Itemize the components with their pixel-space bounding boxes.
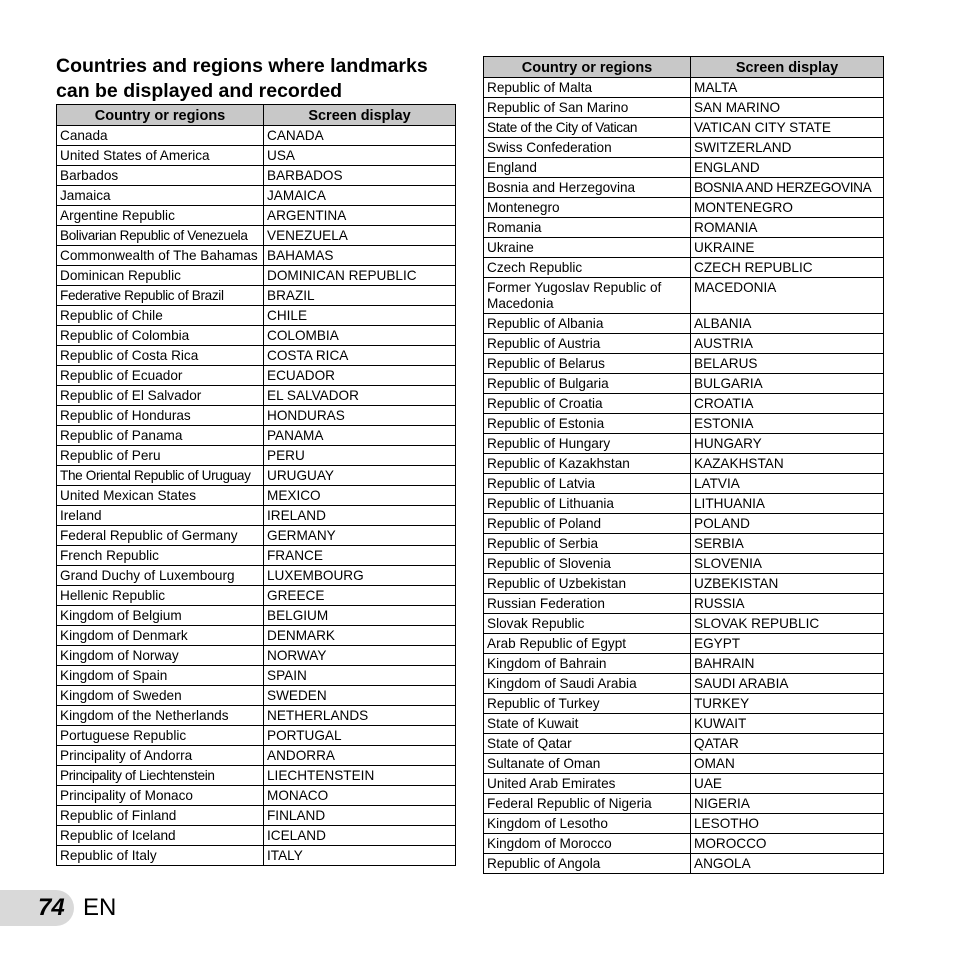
country-cell: Principality of Liechtenstein: [57, 766, 264, 786]
table-row: [484, 278, 884, 314]
country-cell: Republic of Albania: [484, 314, 691, 334]
country-cell: Republic of Slovenia: [484, 554, 691, 574]
table-row: [57, 246, 456, 266]
screen-display-cell: LUXEMBOURG: [264, 566, 456, 586]
screen-display-cell: BAHAMAS: [264, 246, 456, 266]
screen-display-cell: VENEZUELA: [264, 226, 456, 246]
screen-display-cell: CZECH REPUBLIC: [691, 258, 884, 278]
table-row: [57, 686, 456, 706]
table-row: [57, 446, 456, 466]
table-row: [484, 218, 884, 238]
country-cell: Republic of San Marino: [484, 98, 691, 118]
table-row: [484, 454, 884, 474]
table-row: [57, 326, 456, 346]
table-row: [484, 674, 884, 694]
screen-display-cell: LIECHTENSTEIN: [264, 766, 456, 786]
country-cell: Republic of Lithuania: [484, 494, 691, 514]
table-row: [57, 426, 456, 446]
country-cell: Republic of Croatia: [484, 394, 691, 414]
table-row: [484, 834, 884, 854]
screen-display-cell: BRAZIL: [264, 286, 456, 306]
table-row: [484, 854, 884, 874]
screen-display-cell: FRANCE: [264, 546, 456, 566]
country-cell: Kingdom of Spain: [57, 666, 264, 686]
screen-display-cell: POLAND: [691, 514, 884, 534]
table-row: [484, 694, 884, 714]
screen-display-cell: LITHUANIA: [691, 494, 884, 514]
screen-display-cell: HUNGARY: [691, 434, 884, 454]
header-display: Screen display: [691, 57, 884, 78]
country-cell: Slovak Republic: [484, 614, 691, 634]
table-row: [57, 626, 456, 646]
table-row: [57, 406, 456, 426]
screen-display-cell: ALBANIA: [691, 314, 884, 334]
screen-display-cell: BARBADOS: [264, 166, 456, 186]
table-row: [57, 266, 456, 286]
table-row: [484, 238, 884, 258]
screen-display-cell: CHILE: [264, 306, 456, 326]
country-cell: Jamaica: [57, 186, 264, 206]
country-cell: Bolivarian Republic of Venezuela: [57, 226, 264, 246]
screen-display-cell: PERU: [264, 446, 456, 466]
screen-display-cell: SERBIA: [691, 534, 884, 554]
table-row: [484, 334, 884, 354]
screen-display-cell: PANAMA: [264, 426, 456, 446]
country-cell: Argentine Republic: [57, 206, 264, 226]
table-row: [57, 166, 456, 186]
screen-display-cell: OMAN: [691, 754, 884, 774]
screen-display-cell: MEXICO: [264, 486, 456, 506]
screen-display-cell: KAZAKHSTAN: [691, 454, 884, 474]
country-cell: Grand Duchy of Luxembourg: [57, 566, 264, 586]
country-cell: Republic of Uzbekistan: [484, 574, 691, 594]
screen-display-cell: AUSTRIA: [691, 334, 884, 354]
table-row: [484, 654, 884, 674]
country-cell: Republic of Peru: [57, 446, 264, 466]
table-row: [57, 546, 456, 566]
country-cell: United States of America: [57, 146, 264, 166]
table-row: [57, 726, 456, 746]
page-number: 74: [38, 894, 65, 921]
country-cell: Republic of Costa Rica: [57, 346, 264, 366]
country-cell: Montenegro: [484, 198, 691, 218]
country-cell: Republic of Austria: [484, 334, 691, 354]
country-cell: Republic of Chile: [57, 306, 264, 326]
screen-display-cell: VATICAN CITY STATE: [691, 118, 884, 138]
table-row: [484, 634, 884, 654]
screen-display-cell: DENMARK: [264, 626, 456, 646]
table-row: [57, 186, 456, 206]
country-cell: Kingdom of Lesotho: [484, 814, 691, 834]
screen-display-cell: UAE: [691, 774, 884, 794]
country-cell: Swiss Confederation: [484, 138, 691, 158]
table-row: [484, 158, 884, 178]
table-row: [484, 394, 884, 414]
screen-display-cell: ESTONIA: [691, 414, 884, 434]
table-row: [484, 534, 884, 554]
country-cell: Federative Republic of Brazil: [57, 286, 264, 306]
header-country: Country or regions: [57, 105, 264, 126]
country-cell: Republic of Kazakhstan: [484, 454, 691, 474]
table-row: [57, 226, 456, 246]
screen-display-cell: BOSNIA AND HERZEGOVINA: [691, 178, 884, 198]
country-cell: United Mexican States: [57, 486, 264, 506]
country-cell: England: [484, 158, 691, 178]
country-cell: Kingdom of Morocco: [484, 834, 691, 854]
country-cell: Republic of El Salvador: [57, 386, 264, 406]
screen-display-cell: GREECE: [264, 586, 456, 606]
country-cell: Republic of Finland: [57, 806, 264, 826]
table-row: [484, 754, 884, 774]
screen-display-cell: ANGOLA: [691, 854, 884, 874]
country-cell: Portuguese Republic: [57, 726, 264, 746]
table-row: [484, 118, 884, 138]
table-row: [57, 486, 456, 506]
screen-display-cell: CANADA: [264, 126, 456, 146]
screen-display-cell: KUWAIT: [691, 714, 884, 734]
screen-display-cell: ROMANIA: [691, 218, 884, 238]
table-row: [484, 574, 884, 594]
table-row: [484, 354, 884, 374]
country-cell: Republic of Iceland: [57, 826, 264, 846]
country-cell: Republic of Turkey: [484, 694, 691, 714]
country-cell: Republic of Colombia: [57, 326, 264, 346]
table-row: [57, 606, 456, 626]
table-row: [484, 614, 884, 634]
country-cell: Republic of Belarus: [484, 354, 691, 374]
country-cell: French Republic: [57, 546, 264, 566]
screen-display-cell: HONDURAS: [264, 406, 456, 426]
screen-display-cell: EGYPT: [691, 634, 884, 654]
screen-display-cell: BELGIUM: [264, 606, 456, 626]
table-row: [484, 258, 884, 278]
screen-display-cell: URUGUAY: [264, 466, 456, 486]
screen-display-cell: UKRAINE: [691, 238, 884, 258]
table-row: [484, 774, 884, 794]
screen-display-cell: BAHRAIN: [691, 654, 884, 674]
country-cell: Ukraine: [484, 238, 691, 258]
table-row: [57, 666, 456, 686]
country-cell: Kingdom of Bahrain: [484, 654, 691, 674]
screen-display-cell: FINLAND: [264, 806, 456, 826]
header-display: Screen display: [264, 105, 456, 126]
country-cell: Republic of Latvia: [484, 474, 691, 494]
screen-display-cell: SAN MARINO: [691, 98, 884, 118]
screen-display-cell: DOMINICAN REPUBLIC: [264, 266, 456, 286]
country-cell: Kingdom of Saudi Arabia: [484, 674, 691, 694]
country-cell: Dominican Republic: [57, 266, 264, 286]
table-row: [484, 314, 884, 334]
screen-display-cell: MONTENEGRO: [691, 198, 884, 218]
screen-display-cell: MACEDONIA: [691, 278, 884, 314]
screen-display-cell: SLOVAK REPUBLIC: [691, 614, 884, 634]
screen-display-cell: BULGARIA: [691, 374, 884, 394]
table-row: [484, 514, 884, 534]
country-cell: Principality of Andorra: [57, 746, 264, 766]
screen-display-cell: ECUADOR: [264, 366, 456, 386]
country-cell: Kingdom of Belgium: [57, 606, 264, 626]
screen-display-cell: ANDORRA: [264, 746, 456, 766]
screen-display-cell: CROATIA: [691, 394, 884, 414]
table-row: [484, 414, 884, 434]
screen-display-cell: NIGERIA: [691, 794, 884, 814]
table-row: [57, 786, 456, 806]
country-cell: Former Yugoslav Republic of Macedonia: [484, 278, 691, 314]
screen-display-cell: COLOMBIA: [264, 326, 456, 346]
table-row: [484, 554, 884, 574]
country-cell: Bosnia and Herzegovina: [484, 178, 691, 198]
screen-display-cell: ARGENTINA: [264, 206, 456, 226]
screen-display-cell: COSTA RICA: [264, 346, 456, 366]
table-row: [57, 766, 456, 786]
screen-display-cell: SWITZERLAND: [691, 138, 884, 158]
table-row: [57, 346, 456, 366]
screen-display-cell: BELARUS: [691, 354, 884, 374]
table-row: [57, 706, 456, 726]
page-title: Countries and regions where landmarks can be displayed and recorded: [56, 55, 428, 102]
country-cell: Russian Federation: [484, 594, 691, 614]
country-cell: Ireland: [57, 506, 264, 526]
table-row: [484, 98, 884, 118]
country-cell: Republic of Bulgaria: [484, 374, 691, 394]
table-row: [57, 366, 456, 386]
table-row: [484, 714, 884, 734]
screen-display-cell: RUSSIA: [691, 594, 884, 614]
country-cell: Canada: [57, 126, 264, 146]
screen-display-cell: EL SALVADOR: [264, 386, 456, 406]
table-row: [57, 206, 456, 226]
country-cell: State of the City of Vatican: [484, 118, 691, 138]
table-row: [57, 306, 456, 326]
table-row: [57, 806, 456, 826]
screen-display-cell: USA: [264, 146, 456, 166]
table-row: [57, 386, 456, 406]
country-cell: Hellenic Republic: [57, 586, 264, 606]
country-cell: Republic of Honduras: [57, 406, 264, 426]
screen-display-cell: MONACO: [264, 786, 456, 806]
table-row: [484, 374, 884, 394]
country-cell: Republic of Ecuador: [57, 366, 264, 386]
country-cell: Czech Republic: [484, 258, 691, 278]
country-cell: Republic of Hungary: [484, 434, 691, 454]
table-row: [57, 126, 456, 146]
country-cell: Kingdom of Norway: [57, 646, 264, 666]
table-row: [484, 178, 884, 198]
country-cell: State of Kuwait: [484, 714, 691, 734]
table-row: [484, 78, 884, 98]
screen-display-cell: GERMANY: [264, 526, 456, 546]
table-row: [484, 594, 884, 614]
country-cell: Barbados: [57, 166, 264, 186]
screen-display-cell: UZBEKISTAN: [691, 574, 884, 594]
screen-display-cell: SWEDEN: [264, 686, 456, 706]
country-table-right: [483, 56, 884, 874]
table-row: [484, 434, 884, 454]
country-cell: United Arab Emirates: [484, 774, 691, 794]
screen-display-cell: TURKEY: [691, 694, 884, 714]
country-cell: Sultanate of Oman: [484, 754, 691, 774]
screen-display-cell: MALTA: [691, 78, 884, 98]
country-cell: Principality of Monaco: [57, 786, 264, 806]
table-row: [57, 746, 456, 766]
country-cell: The Oriental Republic of Uruguay: [57, 466, 264, 486]
table-row: [57, 526, 456, 546]
table-row: [484, 814, 884, 834]
table-row: [57, 146, 456, 166]
table-row: [484, 474, 884, 494]
screen-display-cell: LESOTHO: [691, 814, 884, 834]
table-row: [57, 506, 456, 526]
table-row: [57, 586, 456, 606]
table-row: [57, 286, 456, 306]
country-cell: Romania: [484, 218, 691, 238]
screen-display-cell: SPAIN: [264, 666, 456, 686]
header-country: Country or regions: [484, 57, 691, 78]
country-cell: Republic of Poland: [484, 514, 691, 534]
country-table-left: [56, 104, 456, 866]
language-code: EN: [83, 894, 117, 921]
country-cell: Kingdom of Denmark: [57, 626, 264, 646]
table-row: [57, 846, 456, 866]
table-row: [484, 138, 884, 158]
table-header-row: [57, 105, 456, 126]
screen-display-cell: IRELAND: [264, 506, 456, 526]
table-row: [57, 826, 456, 846]
screen-display-cell: ENGLAND: [691, 158, 884, 178]
country-cell: Kingdom of Sweden: [57, 686, 264, 706]
screen-display-cell: LATVIA: [691, 474, 884, 494]
screen-display-cell: PORTUGAL: [264, 726, 456, 746]
screen-display-cell: NORWAY: [264, 646, 456, 666]
country-cell: State of Qatar: [484, 734, 691, 754]
country-cell: Republic of Panama: [57, 426, 264, 446]
country-cell: Commonwealth of The Bahamas: [57, 246, 264, 266]
table-row: [57, 566, 456, 586]
table-row: [57, 466, 456, 486]
screen-display-cell: JAMAICA: [264, 186, 456, 206]
country-cell: Federal Republic of Nigeria: [484, 794, 691, 814]
country-cell: Federal Republic of Germany: [57, 526, 264, 546]
screen-display-cell: SAUDI ARABIA: [691, 674, 884, 694]
country-cell: Kingdom of the Netherlands: [57, 706, 264, 726]
screen-display-cell: ITALY: [264, 846, 456, 866]
country-cell: Republic of Angola: [484, 854, 691, 874]
country-cell: Republic of Malta: [484, 78, 691, 98]
table-header-row: [484, 57, 884, 78]
screen-display-cell: ICELAND: [264, 826, 456, 846]
screen-display-cell: MOROCCO: [691, 834, 884, 854]
table-row: [484, 794, 884, 814]
table-row: [484, 494, 884, 514]
screen-display-cell: SLOVENIA: [691, 554, 884, 574]
country-cell: Republic of Estonia: [484, 414, 691, 434]
country-cell: Republic of Italy: [57, 846, 264, 866]
table-row: [484, 198, 884, 218]
table-row: [484, 734, 884, 754]
country-cell: Arab Republic of Egypt: [484, 634, 691, 654]
screen-display-cell: NETHERLANDS: [264, 706, 456, 726]
screen-display-cell: QATAR: [691, 734, 884, 754]
table-row: [57, 646, 456, 666]
country-cell: Republic of Serbia: [484, 534, 691, 554]
